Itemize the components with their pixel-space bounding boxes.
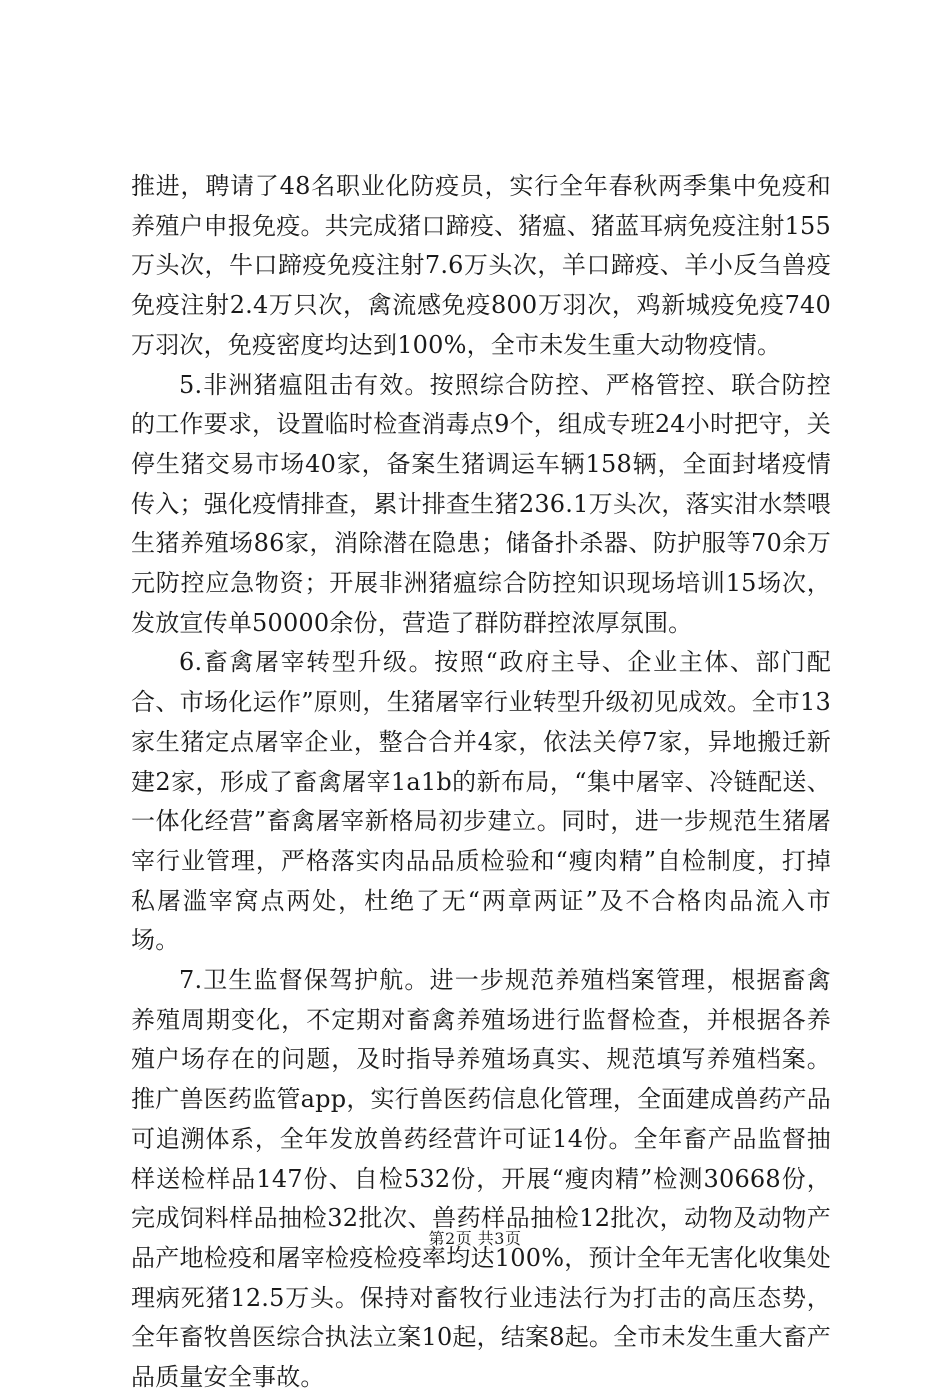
paragraph-continuation: 推进，聘请了48名职业化防疫员，实行全年春秋两季集中免疫和养殖户申报免疫。共完成猪口蹄疫、猪瘟、猪蓝耳病免疫注射155万头次，牛口蹄疫免疫注射7.6万头次，羊口蹄疫、羊小反刍兽疫免疫注射2.4万只次，禽流感免疫800万羽次，鸡新城疫免疫740万羽次，免疫密度均达到100%，全市未发生重大动物疫情。	[131, 172, 831, 359]
paragraph-african-swine-fever: 5.非洲猪瘟阻击有效。按照综合防控、严格管控、联合防控的工作要求，设置临时检查消毒点9个，组成专班24小时把守，关停生猪交易市场40家，备案生猪调运车辆158辆，全面封堵疫情传入；强化疫情排查，累计排查生猪236.1万头次，落实泔水禁喂生猪养殖场86家，消除潜在隐患；储备扑杀器、防护服等70余万元防控应急物资；开展非洲猪瘟综合防控知识现场培训15场次，发放宣传单50000余份，营造了群防群控浓厚氛围。	[131, 370, 831, 637]
paragraph-slaughter-upgrade: 6.畜禽屠宰转型升级。按照“政府主导、企业主体、部门配合、市场化运作”原则，生猪屠宰行业转型升级初见成效。全市13家生猪定点屠宰企业，整合合并4家，依法关停7家，异地搬迁新建2家，形成了畜禽屠宰1a1b的新布局，“集中屠宰、冷链配送、一体化经营”畜禽屠宰新格局初步建立。同时，进一步规范生猪屠宰行业管理，严格落实肉品品质检验和“瘦肉精”自检制度，打掉私屠滥宰窝点两处，杜绝了无“两章两证”及不合格肉品流入市场。	[131, 648, 831, 955]
document-body	[131, 167, 831, 1398]
paragraph-health-supervision: 7.卫生监督保驾护航。进一步规范养殖档案管理，根据畜禽养殖周期变化，不定期对畜禽养殖场进行监督检查，并根据各养殖户场存在的问题，及时指导养殖场真实、规范填写养殖档案。推广兽医药监管app，实行兽医药信息化管理，全面建成兽药产品可追溯体系，全年发放兽药经营许可证14份。全年畜产品监督抽样送检样品147份、自检532份，开展“瘦肉精”检测30668份，完成饲料样品抽检32批次、兽药样品抽检12批次，动物及动物产品产地检疫和屠宰检疫检疫率均达100%，预计全年无害化收集处理病死猪12.5万头。保持对畜牧行业违法行为打击的高压态势，全年畜牧兽医综合执法立案10起，结案8起。全市未发生重大畜产品质量安全事故。	[131, 966, 831, 1392]
page-footer: 第2页 共3页	[428, 1229, 522, 1248]
